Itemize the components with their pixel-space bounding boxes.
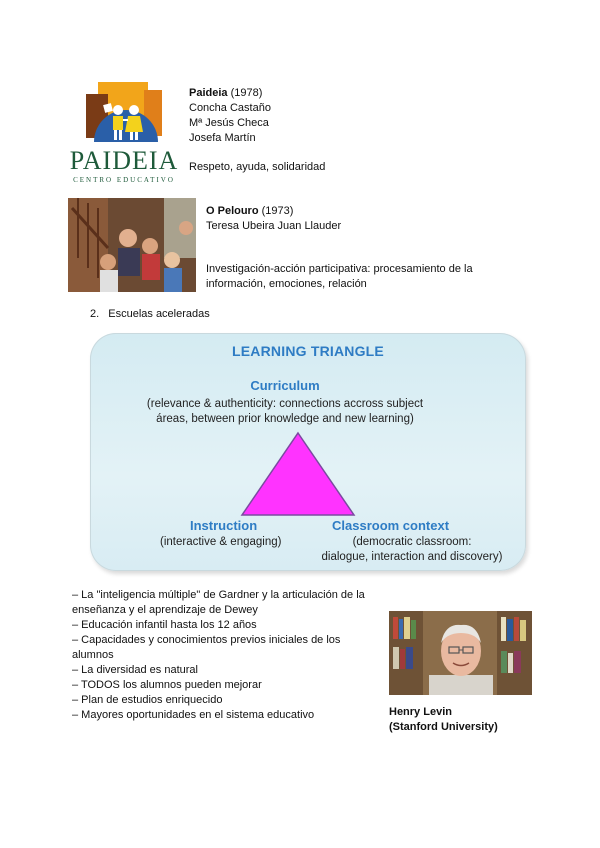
curriculum-line: (relevance & authenticity: connections accross subject: [146, 398, 424, 410]
curriculum-line: áreas, between prior knowledge and new learning): [156, 413, 414, 425]
classroom-context-heading: Classroom context: [332, 518, 450, 533]
section-number: 2.: [90, 308, 100, 320]
section-heading: [90, 307, 210, 322]
paideia-info: [189, 86, 271, 146]
list-item: – Plan de estudios enriquecido: [72, 694, 223, 706]
classroom-line: (democratic classroom:: [352, 536, 472, 548]
list-item: – La "inteligencia múltiple" de Gardner y la articulación de la: [72, 589, 365, 601]
pelouro-names: Teresa Ubeira Juan Llauder: [206, 220, 342, 232]
henry-levin-caption: [389, 705, 498, 735]
features-list: [72, 588, 382, 723]
paideia-title: Paideia: [189, 87, 228, 99]
list-item: enseñanza y el aprendizaje de Dewey: [72, 604, 258, 616]
paideia-name: Concha Castaño: [189, 102, 271, 114]
pelouro-info: [206, 204, 341, 234]
learning-triangle-panel: [90, 333, 526, 571]
pelouro-year: (1973): [261, 205, 294, 217]
learning-triangle-title: LEARNING TRIANGLE: [232, 343, 384, 359]
list-item: alumnos: [72, 649, 114, 661]
paideia-logo: [68, 80, 180, 190]
pelouro-photo: [68, 198, 196, 292]
classroom-line: dialogue, interaction and discovery): [321, 551, 503, 563]
list-item: – Mayores oportunidades en el sistema educativo: [72, 709, 315, 721]
list-item: – La diversidad es natural: [72, 664, 198, 676]
pelouro-title: O Pelouro: [206, 205, 259, 217]
logo-subtext: CENTRO EDUCATIVO: [73, 176, 175, 184]
list-item: – Educación infantil hasta los 12 años: [72, 619, 257, 631]
section-title: Escuelas aceleradas: [108, 308, 210, 320]
paideia-motto: Respeto, ayuda, solidaridad: [189, 161, 326, 173]
list-item: – Capacidades y conocimientos previos iniciales de los: [72, 634, 341, 646]
instruction-heading: Instruction: [190, 518, 258, 533]
logo-wordmark: PAIDEIA: [69, 146, 179, 175]
paideia-name: Mª Jesús Checa: [189, 117, 269, 129]
pelouro-description: [206, 262, 473, 292]
levin-name: Henry Levin: [389, 706, 452, 718]
instruction-description: (interactive & engaging): [160, 536, 282, 548]
henry-levin-photo: [389, 611, 532, 695]
classroom-context-description: [312, 535, 512, 565]
pelouro-description-line: Investigación-acción participativa: procesamiento de la: [206, 263, 473, 275]
paideia-name: Josefa Martín: [189, 132, 256, 144]
pelouro-description-line: información, emociones, relación: [206, 278, 367, 290]
curriculum-heading: Curriculum: [250, 378, 320, 393]
list-item: – TODOS los alumnos pueden mejorar: [72, 679, 262, 691]
curriculum-description: [90, 397, 480, 427]
paideia-year: (1978): [230, 87, 263, 99]
levin-affiliation: (Stanford University): [389, 721, 498, 733]
triangle-shape: [238, 429, 358, 519]
